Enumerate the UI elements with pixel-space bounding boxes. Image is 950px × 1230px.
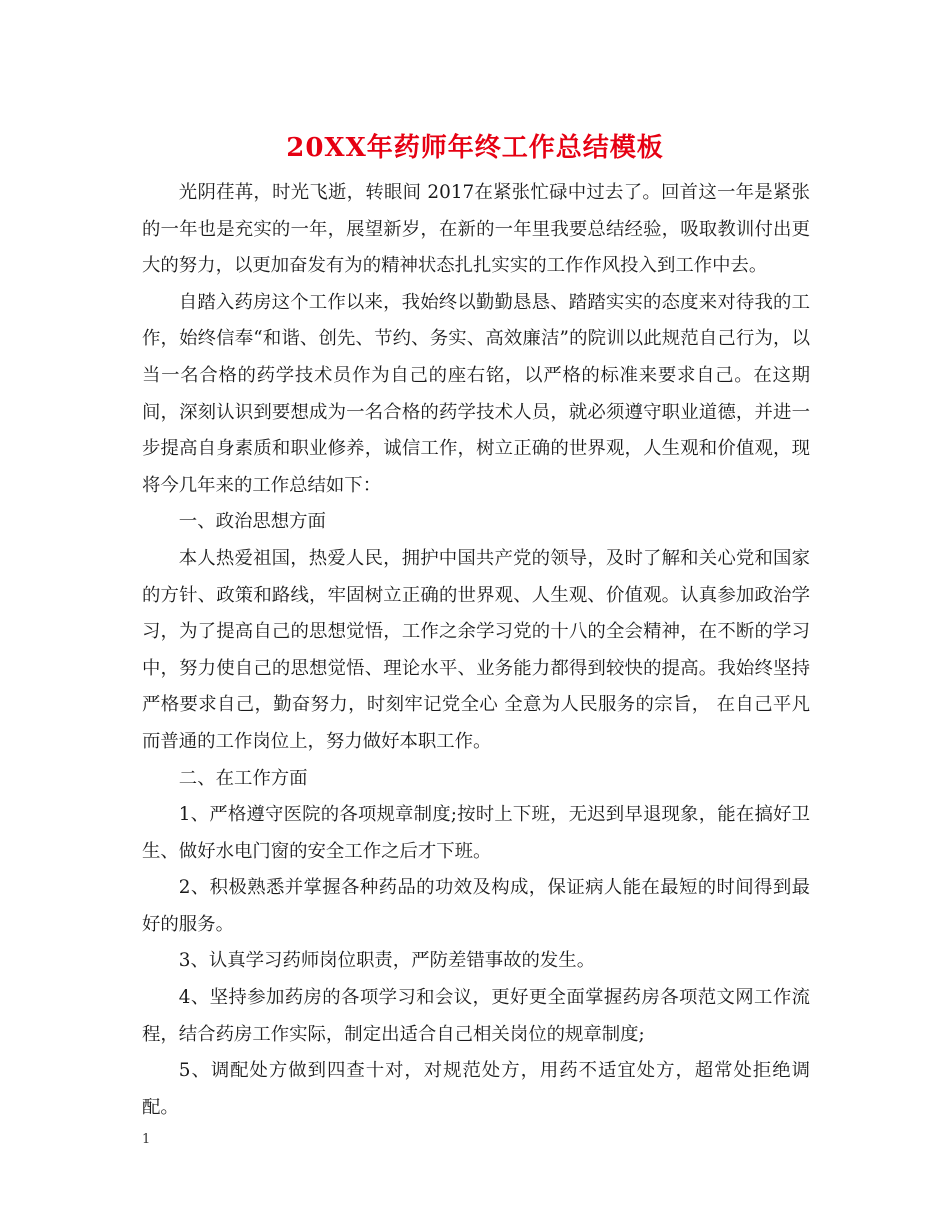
document-body [142,175,810,1126]
section-heading-political: 一、政治思想方面 [178,511,326,533]
paragraph-overview: 自踏入药房这个工作以来，我始终以勤勤恳恳、踏踏实实的态度来对待我的工作，始终信奉“和谐、创先、节约、务实、高效廉洁”的院训以此规范自己行为，以当一名合格的药学技术员作为自己的座右铭，以严格的标准来要求自己。在这期间，深刻认识到要想成为一名合格的药学技术人员，就必须遵守职业道德，并进一步提高自身素质和职业修养，诚信工作，树立正确的世界观，人生观和价值观，现将今几年来的工作总结如下： [142,291,810,496]
list-item-2: 2、积极熟悉并掌握各种药品的功效及构成，保证病人能在最短的时间得到最好的服务。 [142,877,810,935]
list-item-4: 4、坚持参加药房的各项学习和会议，更好更全面掌握药房各项范文网工作流程，结合药房工作实际，制定出适合自己相关岗位的规章制度; [142,987,810,1045]
document-title: 20XX年药师年终工作总结模板 [286,133,664,163]
list-item-1: 1、严格遵守医院的各项规章制度;按时上下班，无迟到早退现象，能在搞好卫生、做好水电门窗的安全工作之后才下班。 [142,804,810,862]
list-item-3: 3、认真学习药师岗位职责，严防差错事故的发生。 [178,950,596,972]
page-number: 1 [142,1132,151,1147]
list-item-5: 5、调配处方做到四查十对，对规范处方，用药不适宜处方，超常处拒绝调配。 [142,1060,810,1118]
section-heading-work: 二、在工作方面 [178,767,308,789]
paragraph-political: 本人热爱祖国，热爱人民，拥护中国共产党的领导，及时了解和关心党和国家的方针、政策和路线，牢固树立正确的世界观、人生观、价值观。认真参加政治学习，为了提高自己的思想觉悟，工作之余学习党的十八的全会精神，在不断的学习中，努力使自己的思想觉悟、理论水平、业务能力都得到较快的提高。我始终坚持严格要求自己，勤奋努力，时刻牢记党全心 全意为人民服务的宗旨， 在自己平凡而普通的工作岗位上，努力做好本职工作。 [142,547,810,752]
paragraph-intro: 光阴荏苒，时光飞逝，转眼间 2017在紧张忙碌中过去了。回首这一年是紧张的一年也是充实的一年，展望新岁，在新的一年里我要总结经验，吸取教训付出更大的努力，以更加奋发有为的精神状态扎扎实实的工作作风投入到工作中去。 [142,182,810,277]
